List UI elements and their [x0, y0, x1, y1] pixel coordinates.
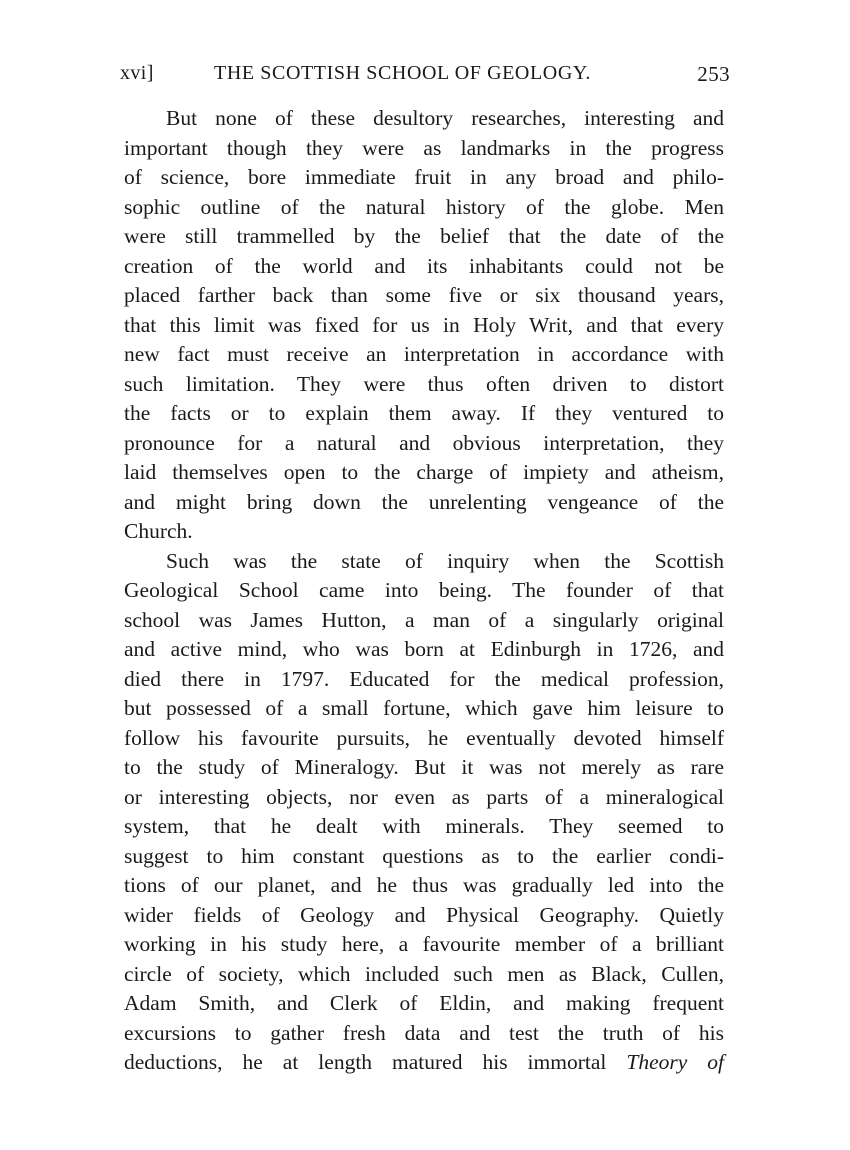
text-line: creation of the world and its inhabitants could not be [124, 253, 724, 278]
body-text [124, 104, 724, 1078]
text-line: the facts or to explain them away. If they ventured to [124, 401, 724, 425]
text-line: and active mind, who was born at Edinburgh in 1726, and [124, 637, 724, 661]
text-line: circle of society, which included such men as Black, Cullen, [124, 961, 724, 986]
text-line: But none of these desultory researches, interesting and [166, 106, 724, 130]
text-line: working in his study here, a favourite member of a brilliant [124, 932, 724, 956]
running-head [118, 58, 730, 92]
text-fragment: deductions, he at length matured his immortal [124, 1050, 607, 1074]
paragraph-2 [124, 547, 724, 1078]
text-line: Church. [124, 519, 193, 543]
text-line: school was James Hutton, a man of a singularly original [124, 607, 724, 632]
text-line: new fact must receive an interpretation in accordance with [124, 342, 724, 366]
text-line: excursions to gather fresh data and test the truth of his [124, 1020, 724, 1045]
text-line: Adam Smith, and Clerk of Eldin, and making frequent [124, 991, 724, 1015]
text-line: placed farther back than some five or six thousand years, [124, 283, 724, 307]
text-line: such limitation. They were thus often driven to distort [124, 371, 724, 396]
text-line: of science, bore immediate fruit in any broad and philo- [124, 165, 724, 189]
text-line: sophic outline of the natural history of the globe. Men [124, 194, 724, 219]
text-line: to the study of Mineralogy. But it was not merely as rare [124, 755, 724, 779]
text-line: suggest to him constant questions as to the earlier condi- [124, 843, 724, 868]
text-line: wider fields of Geology and Physical Geography. Quietly [124, 902, 724, 927]
text-line: pronounce for a natural and obvious interpretation, they [124, 430, 724, 455]
running-title: THE SCOTTISH SCHOOL OF GEOLOGY. [214, 62, 591, 84]
text-line: Geological School came into being. The founder of that [124, 578, 724, 602]
text-line: Such was the state of inquiry when the Scottish [166, 548, 724, 573]
text-line: but possessed of a small fortune, which gave him leisure to [124, 696, 724, 720]
book-title-italic: Theory of [626, 1050, 724, 1074]
text-line: that this limit was fixed for us in Holy Writ, and that every [124, 312, 724, 337]
chapter-number: xvi] [120, 62, 154, 84]
page-number: 253 [697, 62, 730, 86]
text-line: tions of our planet, and he thus was gradually led into the [124, 873, 724, 897]
text-line-final [124, 1048, 724, 1078]
text-line: system, that he dealt with minerals. They seemed to [124, 814, 724, 838]
text-line: were still trammelled by the belief that the date of the [124, 224, 724, 248]
text-line: follow his favourite pursuits, he eventually devoted himself [124, 725, 724, 750]
text-line: important though they were as landmarks in the progress [124, 135, 724, 160]
text-line: or interesting objects, nor even as parts of a mineralogical [124, 784, 724, 809]
text-line: died there in 1797. Educated for the medical profession, [124, 666, 724, 691]
text-line: laid themselves open to the charge of impiety and atheism, [124, 460, 724, 484]
paragraph-1 [124, 104, 724, 547]
text-line: and might bring down the unrelenting vengeance of the [124, 489, 724, 514]
